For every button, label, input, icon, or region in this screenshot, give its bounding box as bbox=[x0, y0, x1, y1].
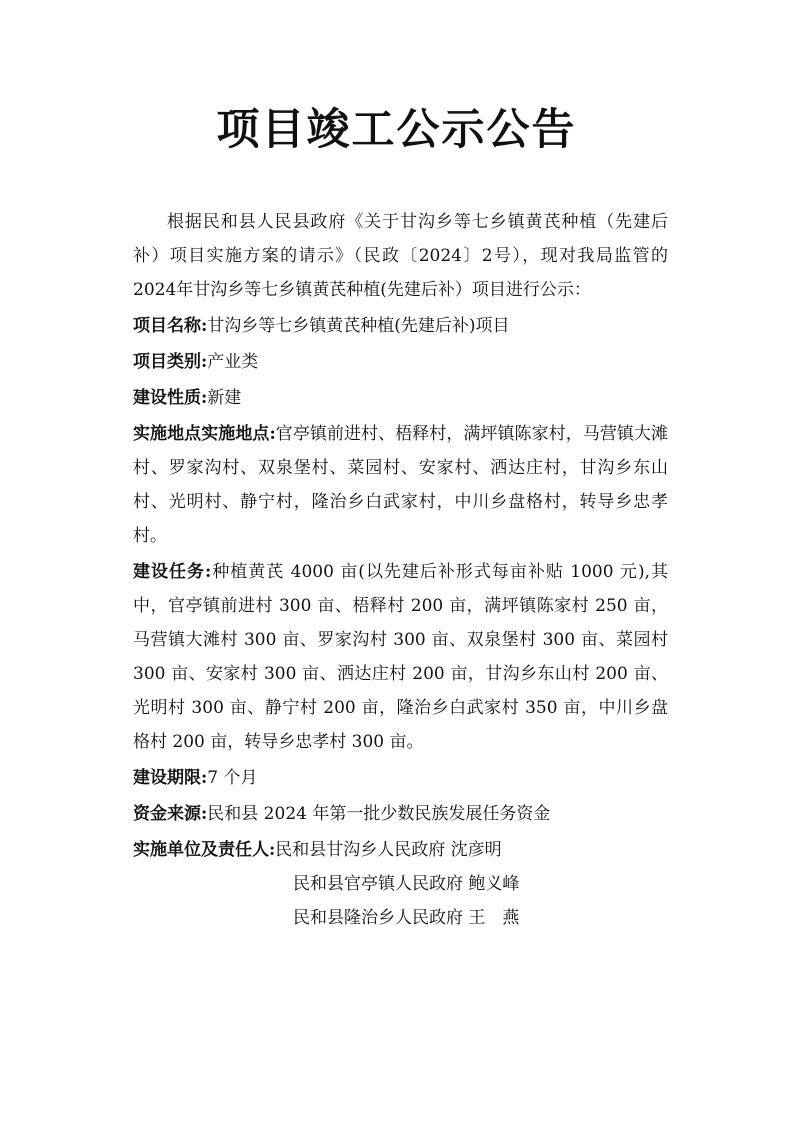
field-duration bbox=[133, 761, 668, 795]
field-construction-nature bbox=[133, 381, 668, 415]
intro-paragraph: 根据民和县人民县政府《关于甘沟乡等七乡镇黄芪种植（先建后补）项目实施方案的请示》（民政〔2024〕2号），现对我局监管的2024年甘沟乡等七乡镇黄芪种植(先建后补）项目进行公示： bbox=[133, 212, 668, 300]
document-title: 项目竣工公示公告 bbox=[216, 105, 577, 155]
field-value: 官亭镇前进村、梧释村，满坪镇陈家村，马营镇大滩村、罗家沟村、双泉堡村、菜园村、安家村、洒达庄村，甘沟乡东山村、光明村、静宁村，隆治乡白武家村，中川乡盘格村，转导乡忠孝村。 bbox=[133, 424, 668, 546]
field-value: 新建 bbox=[207, 388, 242, 408]
field-label: 建设任务: bbox=[133, 562, 212, 582]
responsible-entry: 民和县甘沟乡人民政府 沈彦明 bbox=[275, 840, 502, 860]
field-label: 建设性质: bbox=[133, 388, 208, 408]
document-body bbox=[133, 205, 668, 935]
field-label: 资金来源: bbox=[133, 804, 208, 824]
field-label: 项目名称: bbox=[133, 316, 208, 336]
field-location bbox=[133, 417, 668, 553]
field-funding-source bbox=[133, 797, 668, 831]
field-construction-task bbox=[133, 555, 668, 759]
field-value: 7 个月 bbox=[207, 768, 258, 788]
field-responsible bbox=[133, 833, 668, 867]
field-project-name bbox=[133, 309, 668, 343]
field-project-category bbox=[133, 345, 668, 379]
responsible-entry: 民和县官亭镇人民政府 鲍义峰 bbox=[293, 874, 520, 894]
field-label: 项目类别: bbox=[133, 352, 208, 372]
field-label: 建设期限: bbox=[133, 768, 208, 788]
field-value: 种植黄芪 4000 亩(以先建后补形式每亩补贴 1000 元),其中，官亭镇前进村 300 亩、梧释村 200 亩，满坪镇陈家村 250 亩，马营镇大滩村 300 亩、罗家沟村 300 亩、双泉堡村 300 亩、菜园村 300 亩、安家村 300 亩、洒达庄村 200 亩，甘沟乡东山村 200 亩、光明村 300 亩、静宁村 200 亩，隆治乡白武家村 350 亩，中川乡盘格村 200 亩，转导乡忠孝村 300 亩。 bbox=[133, 562, 668, 752]
field-label: 实施单位及责任人: bbox=[133, 840, 276, 860]
responsible-entry: 民和县隆治乡人民政府 王 燕 bbox=[293, 908, 520, 928]
field-value: 甘沟乡等七乡镇黄芪种植(先建后补)项目 bbox=[207, 316, 510, 336]
field-value: 民和县 2024 年第一批少数民族发展任务资金 bbox=[207, 804, 551, 824]
field-label: 实施地点实施地点: bbox=[133, 424, 276, 444]
field-value: 产业类 bbox=[207, 352, 259, 372]
